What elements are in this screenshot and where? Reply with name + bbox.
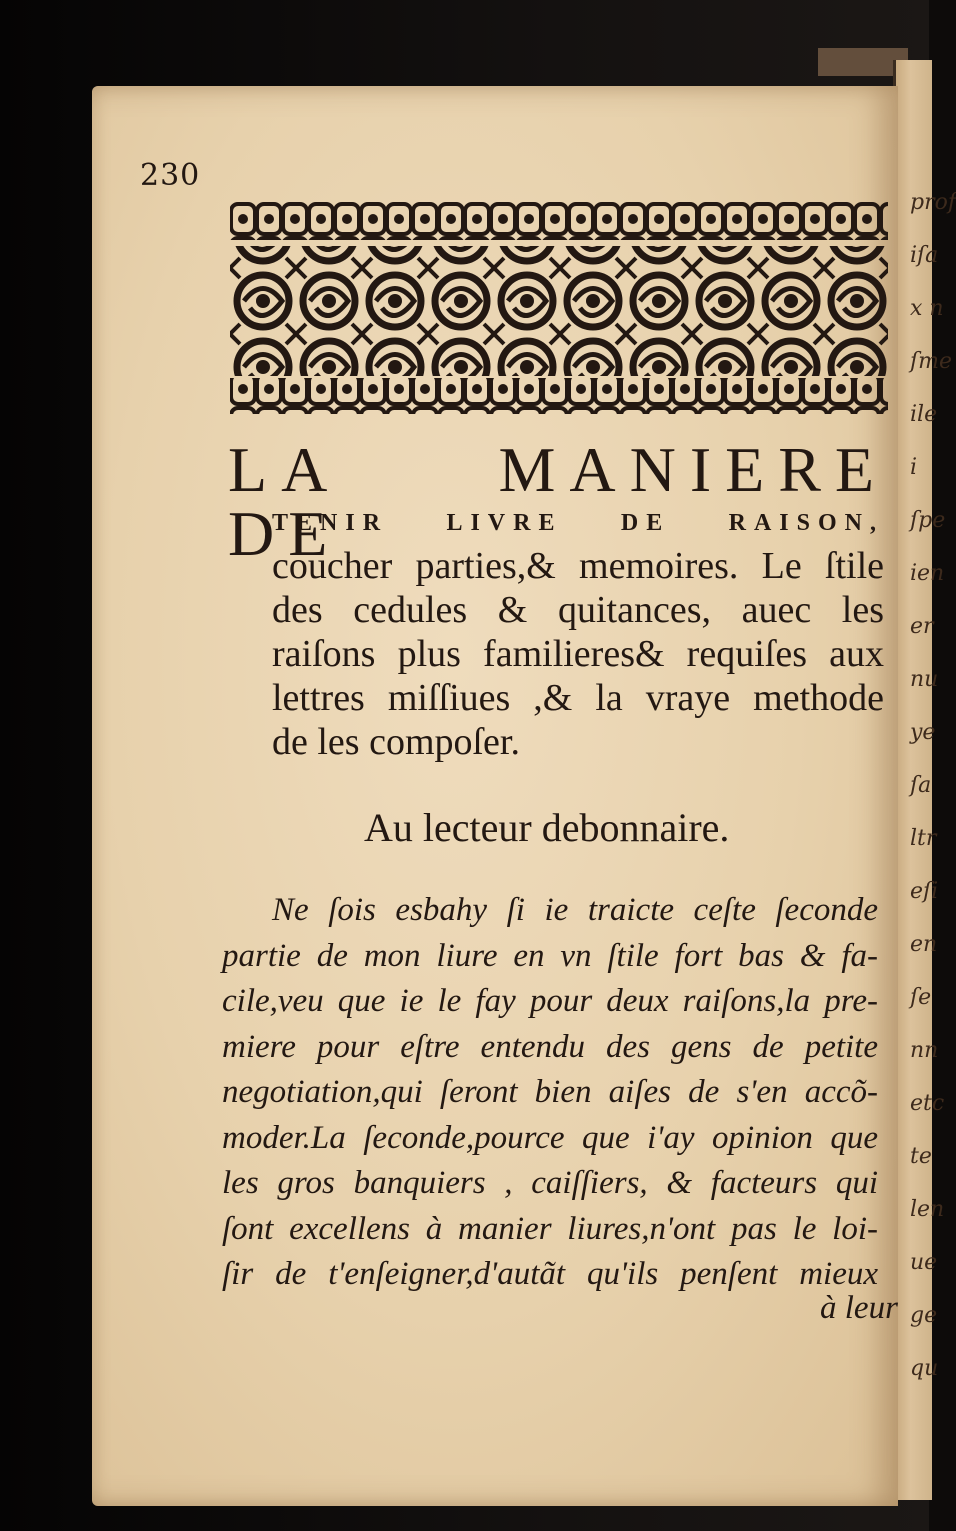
adjacent-page-fragment: iſa xyxy=(910,243,939,268)
body-line: ſir de t'enſeigner,d'autãt qu'ils penſent mieux xyxy=(222,1256,878,1292)
adjacent-page-fragment: ue xyxy=(910,1250,938,1275)
body-line: Ne ſois esbahy ſi ie traicte ceſte ſeconde xyxy=(272,892,878,928)
subtitle: TENIR LIVRE DE RAISON, xyxy=(272,510,884,536)
adjacent-page-fragment: ye xyxy=(910,720,936,745)
adjacent-page-fragment: eſi xyxy=(910,879,939,904)
adjacent-page-fragment: en xyxy=(910,932,938,957)
adjacent-page-fragment: ſpe xyxy=(910,508,946,533)
adjacent-page-fragment: ſe xyxy=(910,985,932,1010)
adjacent-page-fragment: nu xyxy=(910,667,939,692)
body-line: miere pour eſtre entendu des gens de petite xyxy=(222,1028,878,1065)
body-line: negotiation,qui ſeront bien aiſes de s'en accõ- xyxy=(222,1074,878,1110)
description-line: raiſons plus familieres& requiſes aux xyxy=(272,633,884,675)
body-line: partie de mon liure en vn ſtile fort bas & fa- xyxy=(222,937,878,974)
catchword: à leur xyxy=(820,1290,898,1326)
body-line: les gros banquiers , caiſſiers, & facteurs qui xyxy=(222,1165,878,1201)
ornamental-headpiece xyxy=(230,202,888,414)
adjacent-page-fragment: te xyxy=(910,1144,932,1169)
adjacent-page-fragment: x n xyxy=(910,296,944,321)
description-line: des cedules & quitances, auec les xyxy=(272,589,884,631)
description-line: de les compoſer. xyxy=(272,721,520,763)
adjacent-page-fragment: ge xyxy=(910,1303,938,1328)
adjacent-page-fragment: ſme xyxy=(910,349,953,374)
adjacent-page-fragment: prof xyxy=(910,190,956,215)
body-line: cile,veu que ie le fay pour deux raiſons,la pre- xyxy=(222,983,878,1019)
description-line: lettres miſſiues ,& la vraye methode xyxy=(272,677,884,719)
adjacent-page-fragment: er xyxy=(910,614,934,639)
adjacent-page-fragment: len xyxy=(910,1197,945,1222)
adjacent-page-fragment: ile xyxy=(910,402,938,427)
adjacent-page-fragment: etc xyxy=(910,1091,945,1116)
adjacent-page-fragment: nn xyxy=(910,1038,939,1063)
adjacent-page-edge xyxy=(893,60,956,1500)
adjacent-page-fragment: qu xyxy=(910,1356,939,1381)
description-line: coucher parties,& memoires. Le ſtile xyxy=(272,545,884,587)
title-description xyxy=(272,544,884,764)
body-line: ſont excellens à manier liures,n'ont pas le loi- xyxy=(222,1210,878,1247)
section-heading: Au lecteur debonnaire. xyxy=(364,805,730,850)
adjacent-page-fragment: ſa xyxy=(910,773,932,798)
adjacent-page-fragment: ltr xyxy=(910,826,937,851)
adjacent-page-fragment: ien xyxy=(910,561,945,586)
body-text xyxy=(222,888,878,1298)
main-title: LA MANIERE DE xyxy=(228,434,888,569)
page-number: 230 xyxy=(140,158,201,193)
adjacent-page-fragment: i xyxy=(910,455,918,480)
body-line: moder.La ſeconde,pource que i'ay opinion que xyxy=(222,1119,878,1156)
